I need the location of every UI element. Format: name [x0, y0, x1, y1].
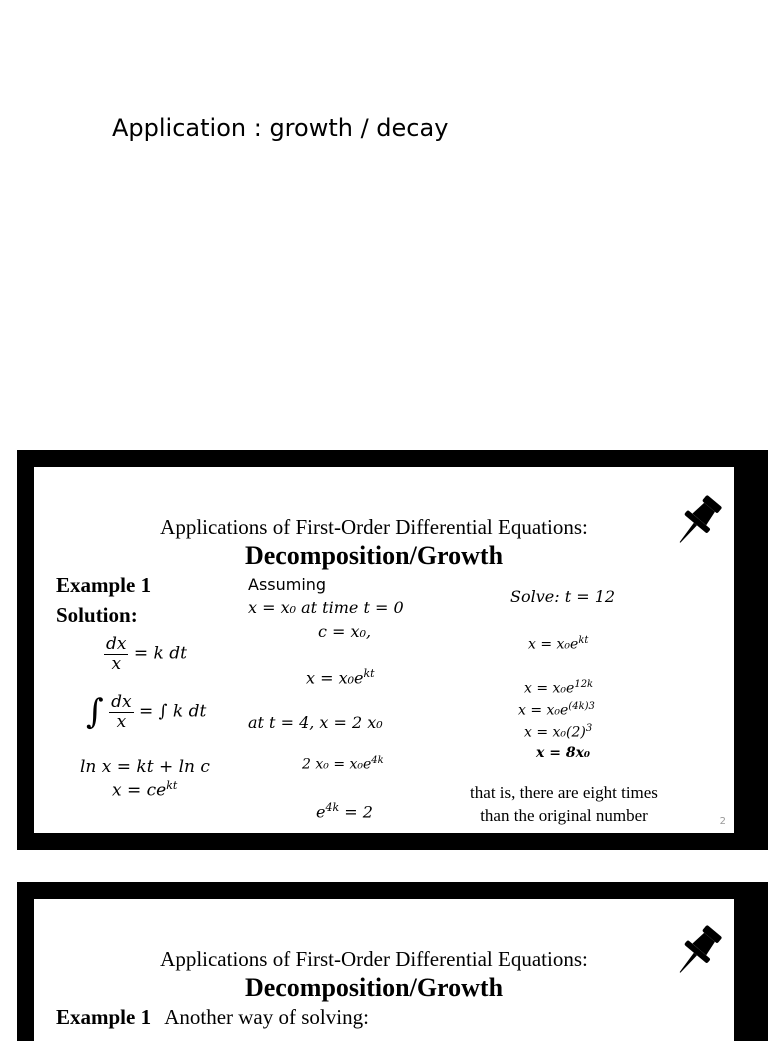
- eq1-denominator: x: [111, 653, 122, 674]
- solve-line-2: [524, 679, 593, 697]
- eq4-text: x = ce: [112, 780, 167, 801]
- example-label: Example 1: [56, 573, 152, 597]
- eq1-numerator: dx: [106, 634, 127, 654]
- pushpin-icon: [674, 493, 722, 549]
- assuming-label: Assuming: [248, 575, 327, 594]
- particular-solution: [306, 667, 375, 687]
- slide-2-title: Applications of First-Order Differential Equations:: [160, 947, 588, 971]
- solve-line-1-text: x = x₀e: [528, 636, 579, 653]
- final-result: x = 8x₀: [536, 745, 591, 761]
- exponent-result: [316, 801, 373, 821]
- particular-exp: kt: [363, 667, 375, 680]
- integral-sign: ∫: [86, 692, 104, 732]
- solution-label: Solution:: [56, 603, 138, 627]
- substitution-text: 2 x₀ = x₀e: [302, 756, 372, 773]
- eq4-exp: kt: [166, 779, 178, 792]
- solve-line-4-text: x = x₀(2): [524, 724, 586, 741]
- solve-line-2-text: x = x₀e: [524, 680, 575, 697]
- example-2-text: Another way of solving:: [164, 1005, 369, 1029]
- equation-log: ln x = kt + ln c: [80, 757, 210, 777]
- eq1-rhs: = k dt: [133, 643, 187, 664]
- page-heading: Application : growth / decay: [112, 114, 449, 142]
- solve-line-3: [518, 701, 595, 719]
- substitution-exp: 4k: [371, 755, 384, 766]
- example-line: [56, 1005, 369, 1030]
- pushpin-icon: [674, 923, 722, 979]
- slide-2: [17, 882, 768, 1041]
- slide-1-subtitle: Decomposition/Growth: [244, 541, 504, 570]
- slide-2-content: [34, 899, 734, 1041]
- solve-line-3-text: x = x₀e: [518, 702, 569, 719]
- solve-line-4: [524, 723, 592, 741]
- solve-line-4-exp: 3: [585, 723, 593, 734]
- solve-line-2-exp: 12k: [574, 679, 594, 690]
- slide-2-subtitle: Decomposition/Growth: [244, 973, 504, 1002]
- solve-line-1-exp: kt: [578, 635, 589, 646]
- example-2-label: Example 1: [56, 1005, 152, 1029]
- slide-1-content: [34, 467, 734, 833]
- page-number: 2: [719, 816, 726, 827]
- equation-separable: [104, 635, 187, 673]
- exp-rhs: = 2: [339, 802, 373, 822]
- equation-general: [112, 779, 177, 801]
- condition-line: x = x₀ at time t = 0: [248, 598, 404, 617]
- conclusion-note: that is, there are eight times than the original number: [470, 783, 658, 825]
- particular-text: x = x₀e: [306, 668, 364, 688]
- exp-base: e: [316, 802, 326, 822]
- solve-line-1: [528, 635, 588, 653]
- exp-power: 4k: [325, 801, 340, 814]
- eq2-numerator: dx: [111, 691, 132, 712]
- solve-line-3-exp: (4k)3: [568, 701, 595, 712]
- substitution-line: [302, 755, 384, 773]
- equation-integral: [86, 692, 206, 732]
- eq2-rhs: = ∫ k dt: [139, 701, 207, 722]
- slide-1-title: Applications of First-Order Differential Equations:: [160, 515, 588, 539]
- eq2-denominator: x: [116, 711, 127, 732]
- constant-line: c = x₀,: [318, 622, 372, 641]
- solve-label: Solve: t = 12: [510, 587, 616, 606]
- slide-1: [17, 450, 768, 850]
- condition-t4: at t = 4, x = 2 x₀: [248, 713, 383, 732]
